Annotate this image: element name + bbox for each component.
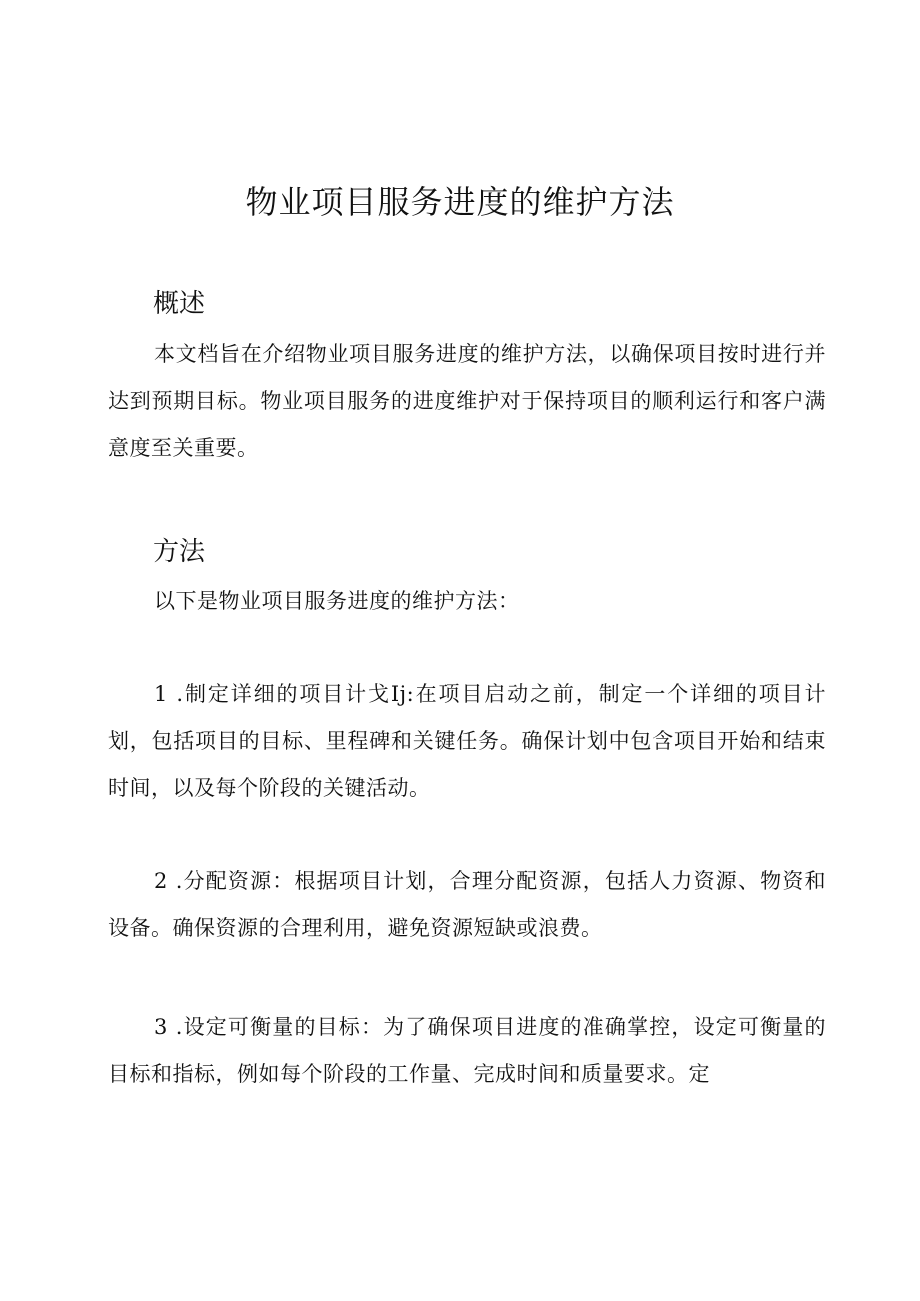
overview-paragraph: 本文档旨在介绍物业项目服务进度的维护方法，以确保项目按时进行并达到预期目标。物业项目服务的进度维护对于保持项目的顺利运行和客户满意度至关重要。	[108, 342, 826, 460]
document-title: 物业项目服务进度的维护方法	[245, 183, 675, 221]
method-item-2: 2 .分配资源：根据项目计划，合理分配资源，包括人力资源、物资和设备。确保资源的合理利用，避免资源短缺或浪费。	[108, 869, 826, 940]
section-heading-overview: 概述	[153, 289, 206, 319]
method-item-3: 3 .设定可衡量的目标：为了确保项目进度的准确掌控，设定可衡量的目标和指标，例如每个阶段的工作量、完成时间和质量要求。定	[108, 1015, 826, 1086]
method-item-1: 1 .制定详细的项目计戈Ij:在项目启动之前，制定一个详细的项目计划，包括项目的目标、里程碑和关键任务。确保计划中包含项目开始和结束时间，以及每个阶段的关键活动。	[108, 682, 826, 800]
method-intro-paragraph: 以下是物业项目服务进度的维护方法：	[154, 589, 520, 613]
section-heading-method: 方法	[153, 537, 206, 567]
